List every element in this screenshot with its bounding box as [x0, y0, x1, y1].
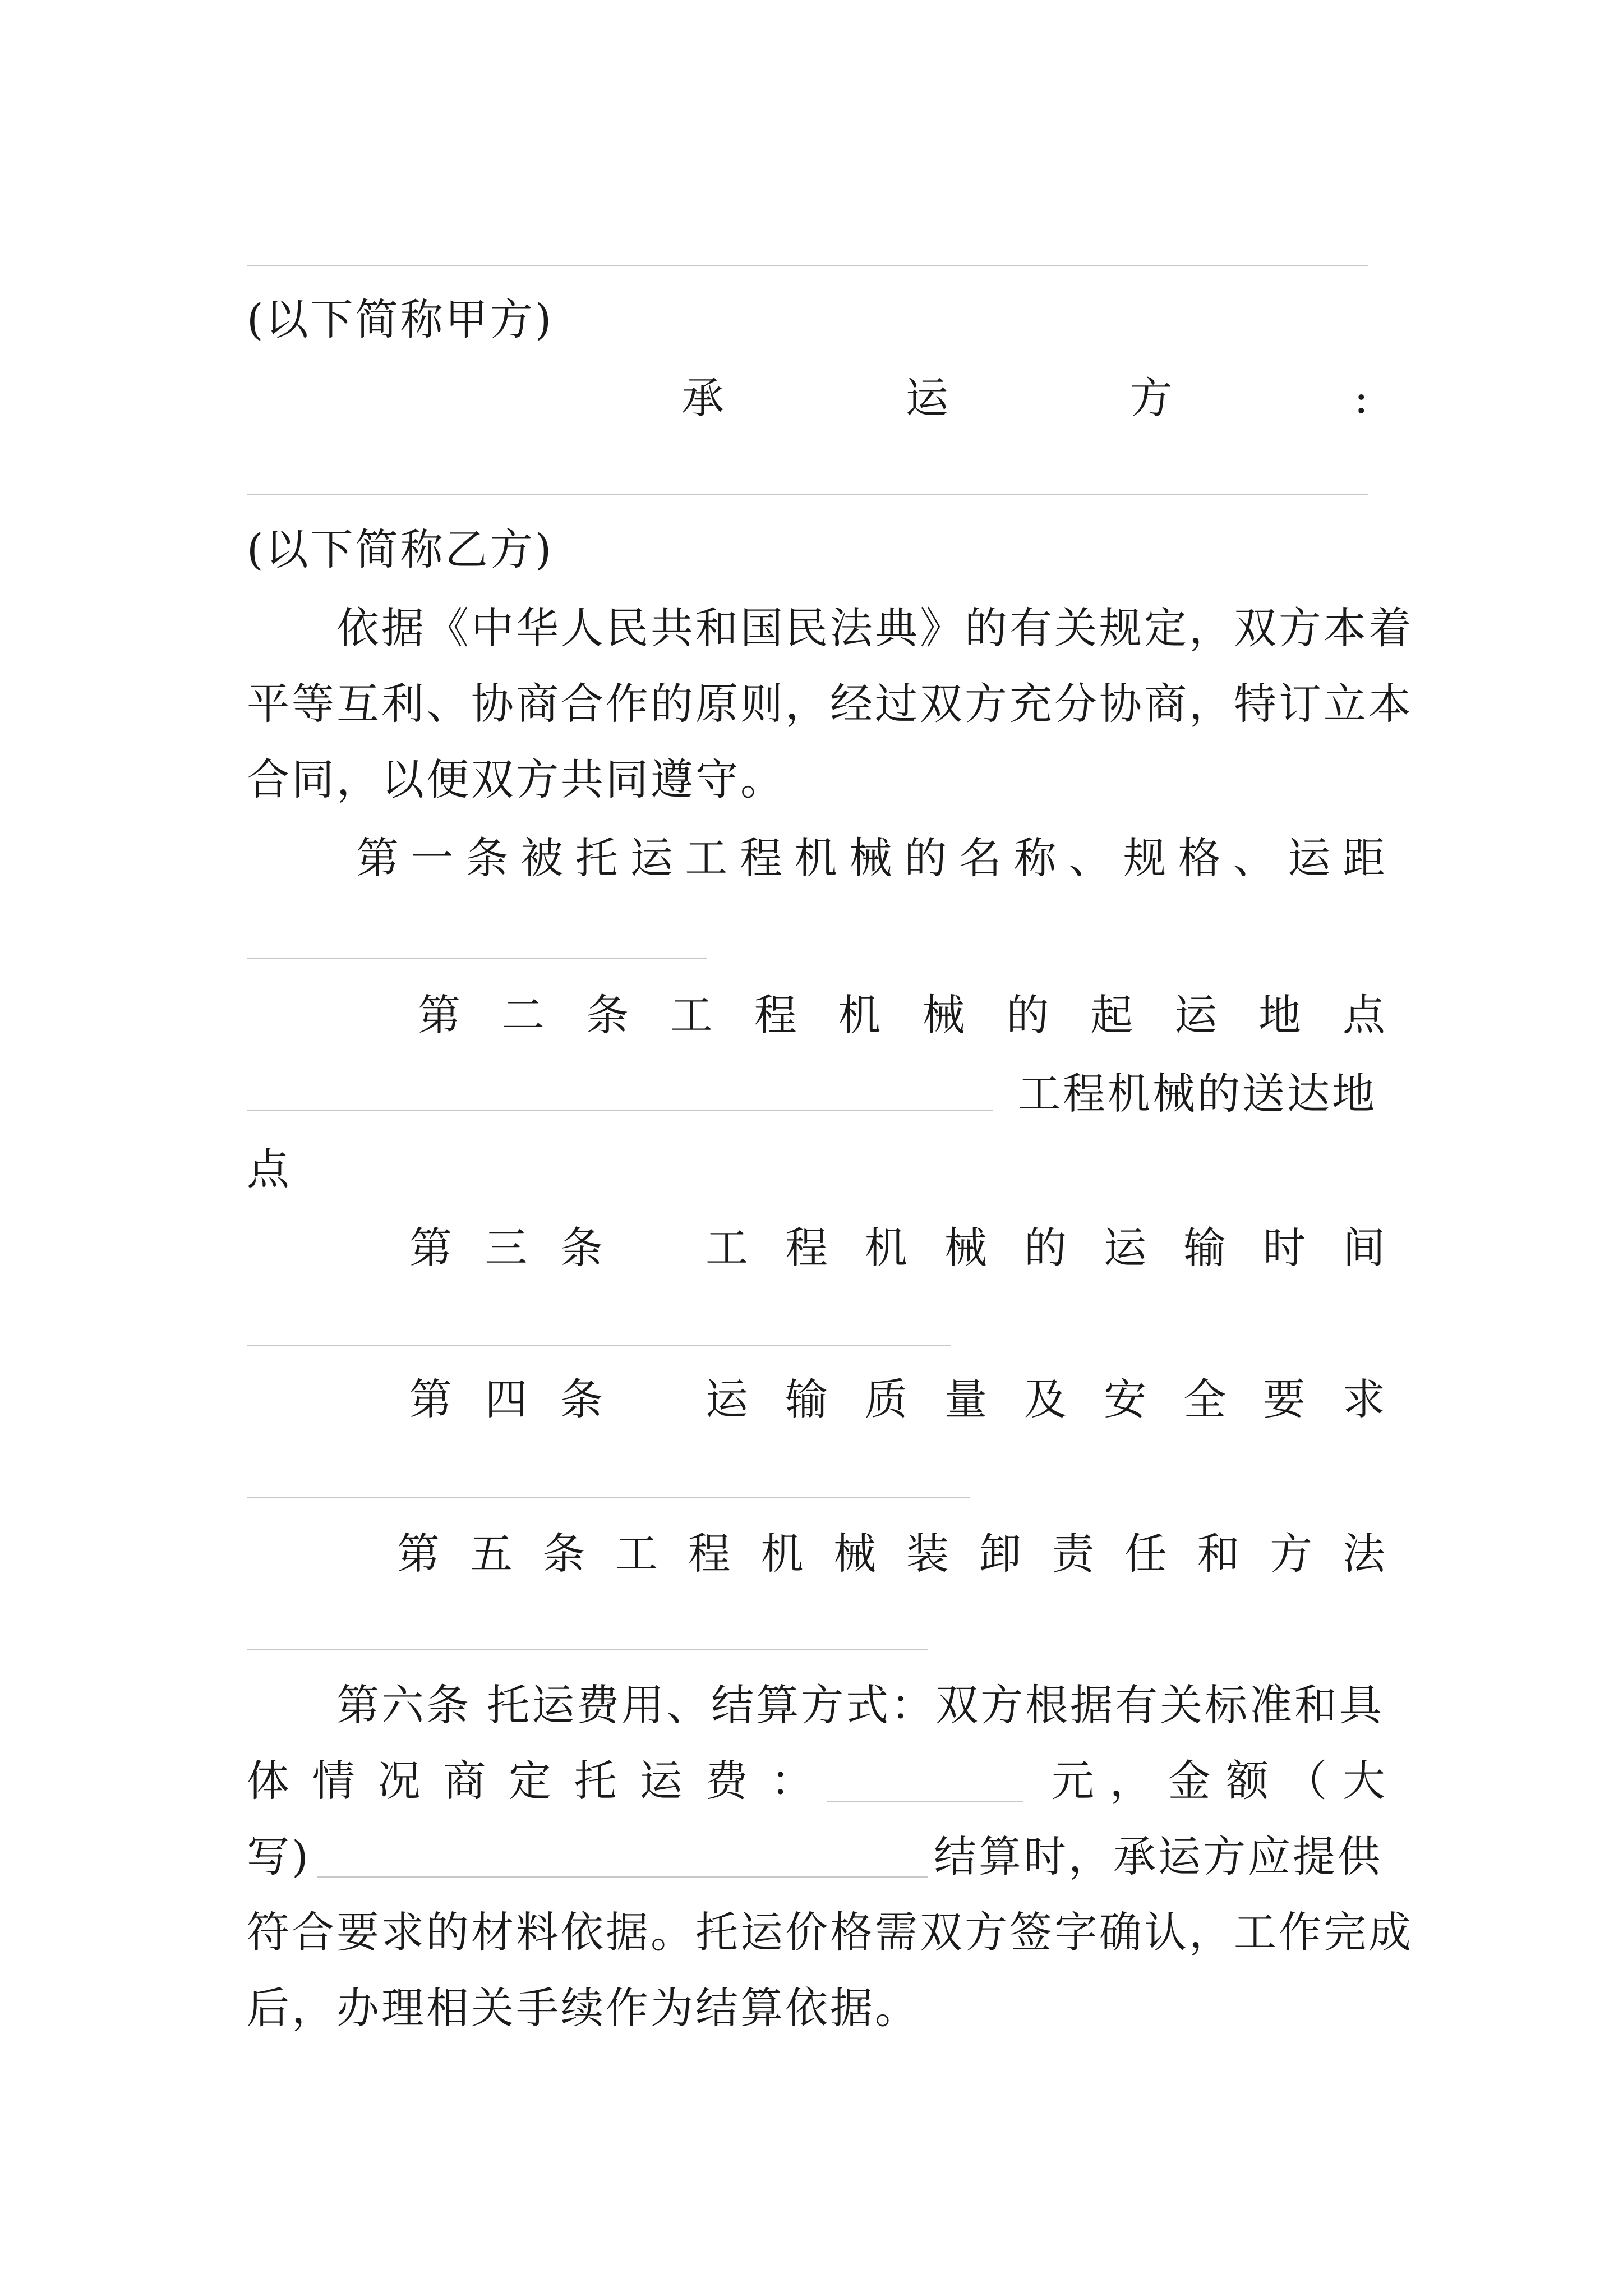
blank-line-carrier-name — [247, 494, 1368, 495]
glyph: 第 — [409, 1223, 452, 1273]
glyph: 机 — [838, 990, 881, 1040]
glyph: 被 — [520, 833, 564, 883]
yi-abbrev-text: (以下简称乙方) — [247, 524, 554, 574]
glyph: 条 — [560, 1374, 603, 1424]
glyph: 工 — [685, 833, 728, 883]
article-4-prefix — [409, 1372, 603, 1428]
glyph: 质 — [865, 1374, 907, 1424]
glyph: 及 — [1024, 1374, 1067, 1424]
blank-line-freight-amount — [827, 1801, 1023, 1802]
glyph: 程 — [740, 833, 783, 883]
glyph: 装 — [906, 1529, 949, 1579]
blank-line-article-3 — [247, 1345, 951, 1346]
glyph: 费 — [705, 1756, 748, 1806]
glyph: 程 — [688, 1529, 731, 1579]
glyph: 格 — [1178, 833, 1221, 883]
glyph: 、 — [1233, 833, 1276, 883]
intro-line-1: 依据《中华人民共和国民法典》的有关规定，双方本着 — [336, 603, 1413, 653]
glyph: 承 — [681, 373, 724, 423]
glyph: 条 — [560, 1223, 603, 1273]
glyph: ： — [771, 1756, 813, 1806]
article-5-heading — [397, 1526, 1385, 1582]
glyph: 四 — [485, 1374, 528, 1424]
glyph: 求 — [1343, 1374, 1385, 1424]
glyph: 定 — [509, 1756, 551, 1806]
glyph: 条 — [585, 990, 629, 1040]
glyph: 工 — [706, 1223, 748, 1273]
glyph: 间 — [1343, 1223, 1385, 1273]
glyph: 机 — [865, 1223, 907, 1273]
glyph: 运 — [1104, 1223, 1146, 1273]
glyph: 运 — [1174, 990, 1218, 1040]
glyph: （ — [1284, 1756, 1327, 1806]
glyph: 方 — [1129, 373, 1173, 423]
glyph: 第 — [397, 1529, 440, 1579]
glyph: 第 — [409, 1374, 452, 1424]
glyph: 体 — [247, 1756, 289, 1806]
carrier-label — [681, 370, 1368, 426]
glyph: 的 — [1006, 990, 1049, 1040]
article-6-line-4: 符合要求的材料依据。托运价格需双方签字确认，工作完成 — [247, 1907, 1413, 1957]
glyph: 运 — [905, 373, 948, 423]
glyph: 三 — [485, 1223, 528, 1273]
article-3-body — [706, 1220, 1385, 1276]
glyph: 全 — [1183, 1374, 1226, 1424]
glyph: 和 — [1197, 1529, 1240, 1579]
glyph: 要 — [1263, 1374, 1306, 1424]
glyph: 任 — [1124, 1529, 1167, 1579]
glyph: 运 — [1288, 833, 1331, 883]
glyph: 机 — [794, 833, 837, 883]
glyph: 条 — [542, 1529, 585, 1579]
glyph: 第 — [356, 833, 399, 883]
glyph: 称 — [1013, 833, 1057, 883]
blank-line-shipper-name — [247, 265, 1368, 266]
glyph: 、 — [1068, 833, 1112, 883]
glyph: 的 — [904, 833, 947, 883]
glyph: 第 — [418, 990, 460, 1040]
glyph: 运 — [706, 1374, 748, 1424]
glyph: 金 — [1168, 1756, 1211, 1806]
glyph: 商 — [443, 1756, 486, 1806]
blank-line-article-5 — [247, 1649, 928, 1650]
article-6-line-2-right — [1052, 1753, 1385, 1809]
intro-line-3: 合同，以便双方共同遵守。 — [247, 754, 785, 804]
glyph: 地 — [1258, 990, 1302, 1040]
glyph: 量 — [944, 1374, 987, 1424]
glyph: 械 — [849, 833, 892, 883]
glyph: 械 — [833, 1529, 877, 1579]
glyph: 起 — [1090, 990, 1133, 1040]
article-1-heading — [356, 830, 1385, 886]
glyph: 额 — [1226, 1756, 1269, 1806]
glyph: 械 — [944, 1223, 987, 1273]
glyph: 法 — [1342, 1529, 1385, 1579]
glyph: 工 — [670, 990, 713, 1040]
glyph: 一 — [411, 833, 454, 883]
article-2-destination-label-end: 点 — [247, 1144, 292, 1194]
glyph: 距 — [1342, 833, 1385, 883]
article-4-body — [706, 1372, 1385, 1428]
glyph: 机 — [760, 1529, 804, 1579]
glyph: 二 — [501, 990, 545, 1040]
article-6-line-5: 后，办理相关手续作为结算依据。 — [247, 1983, 920, 2033]
blank-line-article-4 — [247, 1497, 970, 1498]
glyph: 运 — [639, 1756, 683, 1806]
glyph: : — [1354, 373, 1368, 423]
glyph: 名 — [958, 833, 1002, 883]
glyph: 输 — [1183, 1223, 1226, 1273]
glyph: 安 — [1104, 1374, 1146, 1424]
glyph: 条 — [465, 833, 509, 883]
article-6-line-2-left — [247, 1753, 813, 1809]
glyph: 程 — [785, 1223, 828, 1273]
article-2-heading — [418, 987, 1385, 1043]
glyph: 情 — [312, 1756, 355, 1806]
glyph: 的 — [1024, 1223, 1067, 1273]
glyph: 规 — [1123, 833, 1166, 883]
glyph: 大 — [1342, 1756, 1385, 1806]
blank-line-amount-in-words — [317, 1876, 928, 1878]
blank-line-article-1 — [247, 958, 707, 959]
article-2-destination-label: 工程机械的送达地 — [1018, 1069, 1377, 1119]
glyph: 械 — [922, 990, 965, 1040]
glyph: 运 — [630, 833, 673, 883]
jia-abbrev-text: (以下简称甲方) — [247, 295, 554, 344]
glyph: ， — [1109, 1756, 1152, 1806]
glyph: 输 — [785, 1374, 828, 1424]
glyph: 程 — [754, 990, 797, 1040]
article-6-line-1: 第六条 托运费用、结算方式：双方根据有关标准和具 — [336, 1680, 1385, 1730]
glyph: 责 — [1052, 1529, 1095, 1579]
blank-line-article-2-origin — [247, 1110, 993, 1111]
article-6-line-3-right: 结算时，承运方应提供 — [934, 1832, 1382, 1881]
glyph: 况 — [377, 1756, 421, 1806]
glyph: 托 — [575, 833, 618, 883]
glyph: 方 — [1270, 1529, 1313, 1579]
glyph: 元 — [1052, 1756, 1094, 1806]
glyph: 五 — [469, 1529, 513, 1579]
glyph: 工 — [615, 1529, 658, 1579]
glyph: 点 — [1342, 990, 1385, 1040]
intro-line-2: 平等互利、协商合作的原则，经过双方充分协商，特订立本 — [247, 679, 1413, 729]
glyph: 时 — [1263, 1223, 1306, 1273]
article-6-line-3-left: 写) — [247, 1832, 311, 1881]
article-3-prefix — [409, 1220, 603, 1276]
glyph: 卸 — [979, 1529, 1022, 1579]
glyph: 托 — [574, 1756, 617, 1806]
